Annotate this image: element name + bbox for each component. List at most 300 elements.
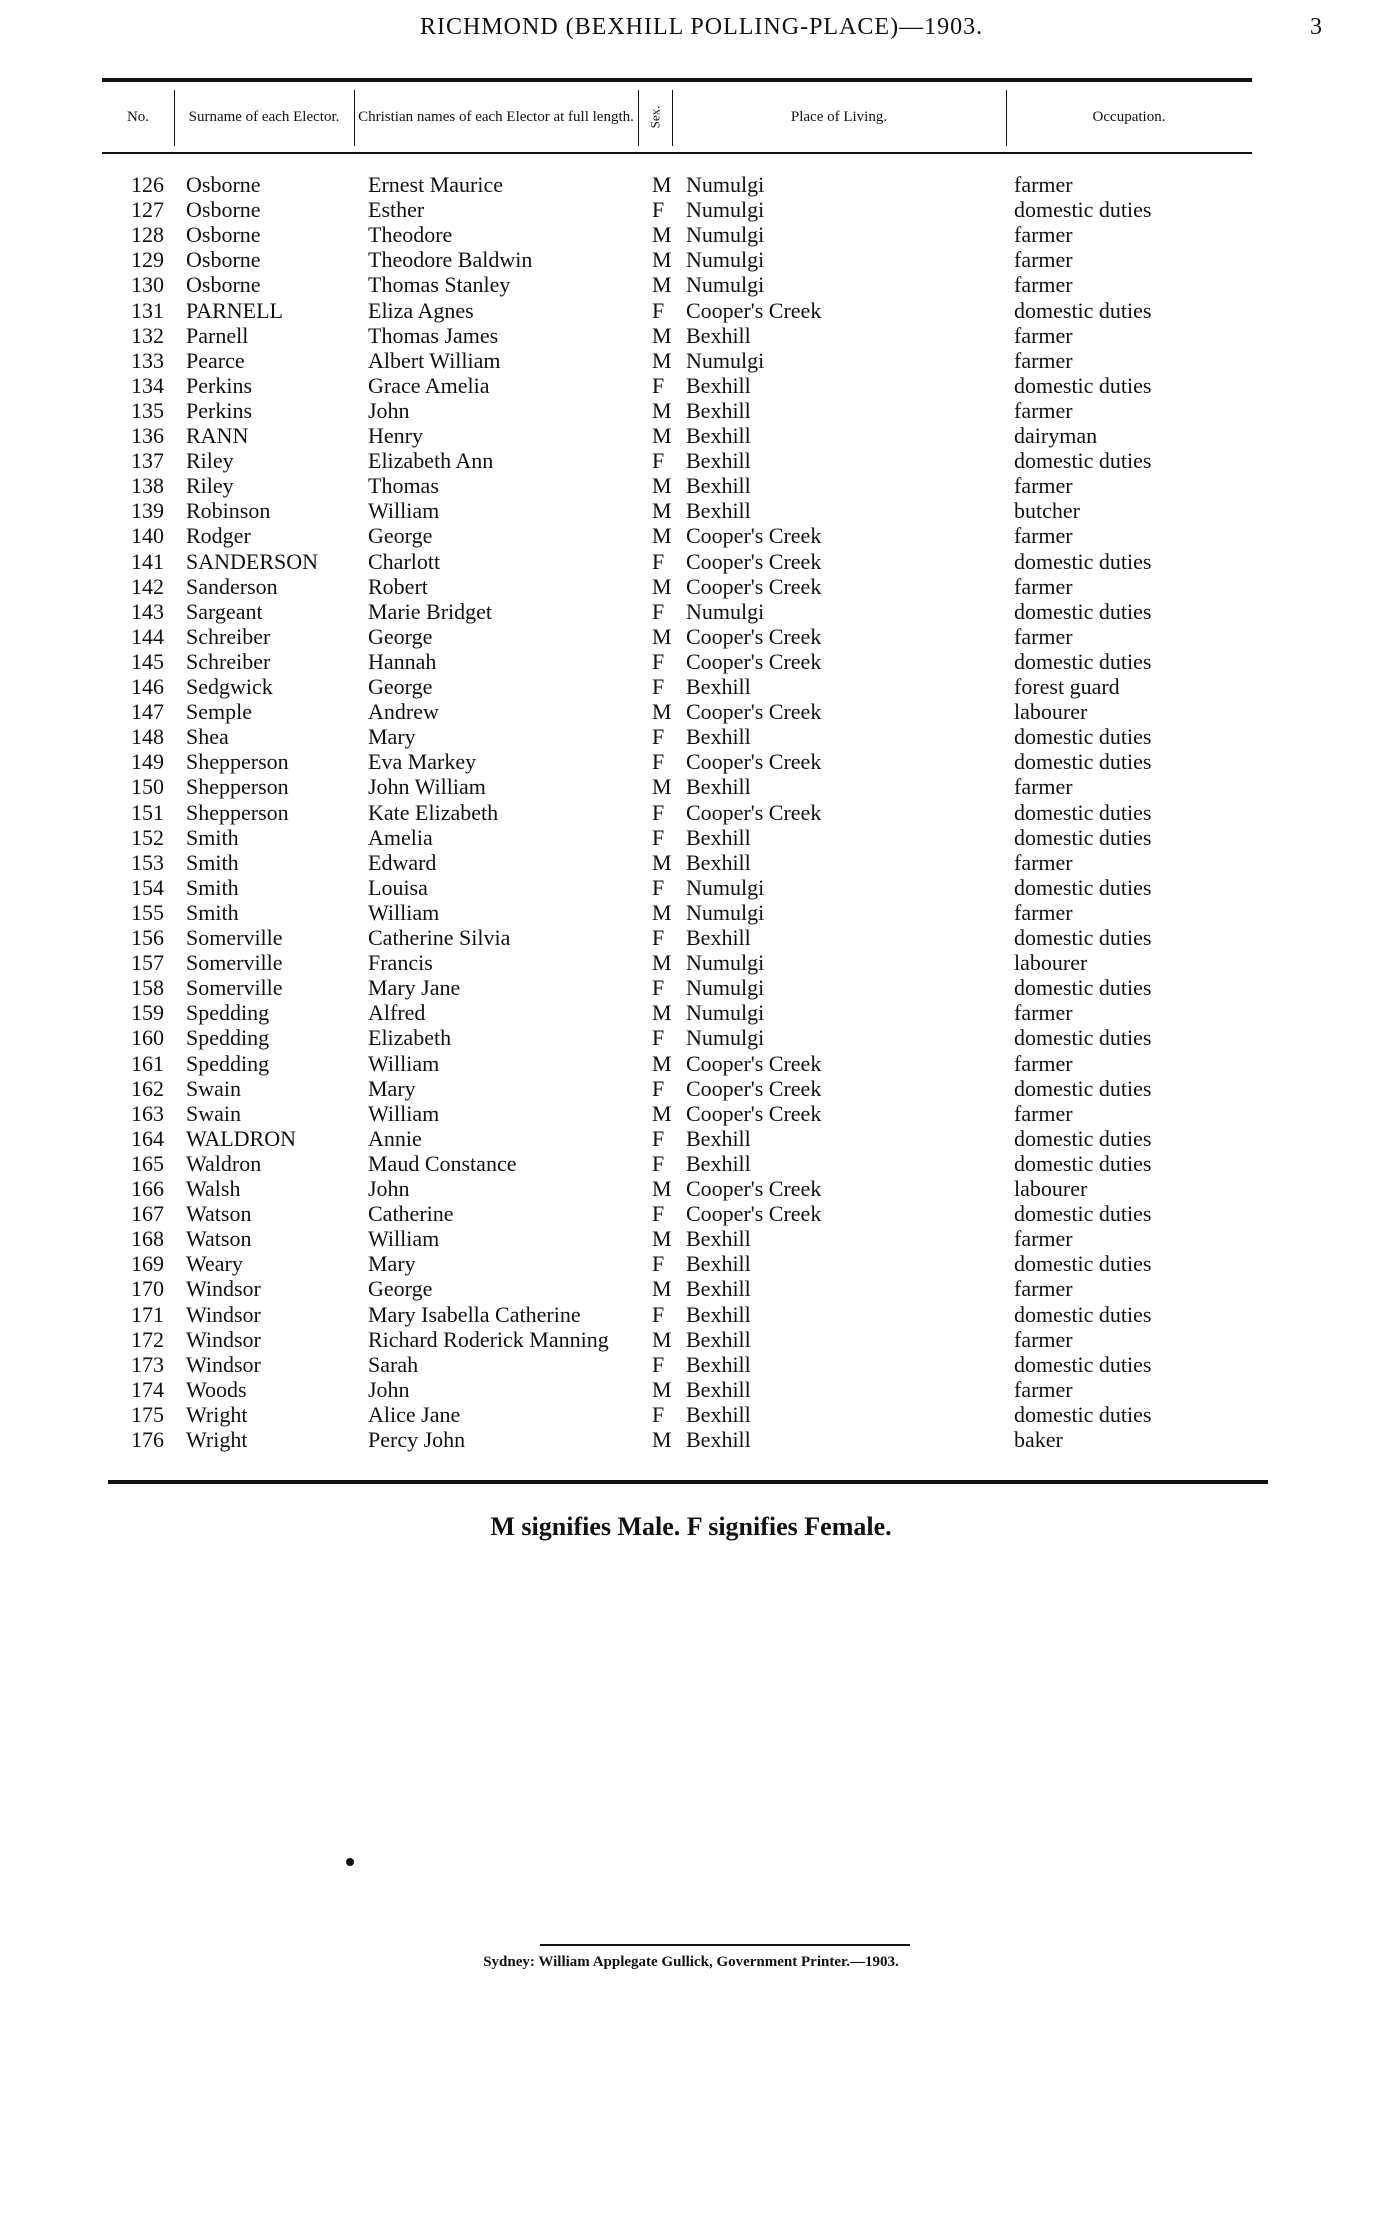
elector-christian-names: Mary Isabella Catherine [368,1301,581,1327]
table-row [0,197,1382,222]
elector-occupation: domestic duties [1014,1301,1152,1327]
table-row [0,1302,1382,1327]
elector-occupation: domestic duties [1014,925,1152,950]
elector-occupation: domestic duties [1014,297,1152,323]
elector-number: 171 [131,1301,164,1327]
elector-sex: M [652,423,672,448]
elector-place-of-living: Bexhill [686,724,751,750]
elector-surname: Riley [186,448,234,474]
elector-number: 155 [131,899,164,925]
elector-occupation: farmer [1014,222,1073,248]
elector-number: 129 [131,247,164,273]
elector-christian-names: Theodore [368,222,453,248]
elector-occupation: domestic duties [1014,1025,1152,1051]
page-number: 3 [1310,14,1322,40]
table-row [0,1352,1382,1377]
table-row [0,699,1382,724]
elector-christian-names: John William [368,774,486,800]
elector-place-of-living: Bexhill [686,1326,751,1352]
elector-surname: Rodger [186,523,251,549]
elector-place-of-living: Bexhill [686,849,751,875]
table-row [0,749,1382,774]
elector-sex: M [652,1427,672,1452]
elector-number: 151 [131,799,164,825]
table-row [0,1251,1382,1276]
elector-occupation: domestic duties [1014,1351,1152,1377]
elector-christian-names: Elizabeth Ann [368,448,494,474]
elector-christian-names: Catherine Silvia [368,925,511,950]
elector-sex: M [652,322,672,348]
elector-number: 148 [131,724,164,750]
elector-sex: F [652,674,665,699]
elector-occupation: domestic duties [1014,1125,1152,1151]
elector-occupation: domestic duties [1014,1251,1152,1277]
elector-sex: M [652,623,672,649]
elector-occupation: domestic duties [1014,749,1152,775]
elector-place-of-living: Bexhill [686,1226,751,1252]
elector-surname: Spedding [186,1000,270,1026]
elector-occupation: farmer [1014,1226,1073,1252]
elector-occupation: farmer [1014,473,1073,499]
elector-sex: M [652,1226,672,1252]
elector-occupation: domestic duties [1014,724,1152,750]
elector-number: 146 [131,674,164,699]
elector-sex: F [652,297,665,323]
elector-number: 167 [131,1201,164,1227]
table-row [0,1276,1382,1301]
elector-occupation: farmer [1014,774,1073,800]
table-row [0,298,1382,323]
elector-christian-names: Kate Elizabeth [368,799,499,825]
elector-occupation: farmer [1014,623,1073,649]
elector-sex: F [652,1025,665,1051]
elector-sex: M [652,523,672,549]
elector-surname: Sanderson [186,573,278,599]
elector-occupation: domestic duties [1014,648,1152,674]
elector-place-of-living: Bexhill [686,1301,751,1327]
elector-sex: M [652,1050,672,1076]
elector-place-of-living: Cooper's Creek [686,1075,822,1101]
elector-number: 133 [131,347,164,373]
elector-number: 170 [131,1276,164,1302]
elector-sex: M [652,347,672,373]
table-row [0,323,1382,348]
elector-sex: F [652,1301,665,1327]
elector-surname: Sargeant [186,598,263,624]
elector-surname: Smith [186,899,239,925]
elector-surname: Weary [186,1251,243,1277]
elector-occupation: farmer [1014,1050,1073,1076]
column-header-occupation: Occupation. [1092,109,1166,125]
elector-christian-names: George [368,1276,433,1302]
elector-surname: Spedding [186,1025,270,1051]
stray-ink-dot [346,1858,354,1866]
elector-place-of-living: Cooper's Creek [686,623,822,649]
sex-legend-footnote: M signifies Male. F signifies Female. [490,1512,892,1541]
elector-occupation: domestic duties [1014,1150,1152,1176]
elector-occupation: farmer [1014,322,1073,348]
elector-number: 144 [131,623,164,649]
elector-number: 132 [131,322,164,348]
elector-occupation: farmer [1014,247,1073,273]
elector-christian-names: John [368,397,410,423]
table-row [0,1427,1382,1452]
elector-christian-names: Henry [368,423,423,448]
elector-number: 159 [131,1000,164,1026]
table-row [0,398,1382,423]
elector-occupation: domestic duties [1014,197,1152,223]
elector-place-of-living: Bexhill [686,498,751,524]
table-row [0,1151,1382,1176]
elector-christian-names: Robert [368,573,428,599]
elector-surname: RANN [186,423,249,448]
elector-surname: Windsor [186,1351,261,1377]
elector-christian-names: Mary [368,724,416,750]
page-header [0,14,1382,54]
elector-sex: F [652,925,665,950]
elector-sex: M [652,950,672,976]
elector-christian-names: Hannah [368,648,437,674]
elector-occupation: dairyman [1014,423,1098,448]
elector-sex: M [652,699,672,725]
elector-place-of-living: Cooper's Creek [686,1100,822,1126]
elector-place-of-living: Numulgi [686,197,765,223]
table-row [0,448,1382,473]
table-row [0,423,1382,448]
elector-surname: Windsor [186,1326,261,1352]
elector-place-of-living: Cooper's Creek [686,523,822,549]
table-row [0,1051,1382,1076]
elector-occupation: domestic duties [1014,975,1152,1001]
elector-christian-names: Maud Constance [368,1150,517,1176]
elector-number: 126 [131,172,164,197]
elector-christian-names: Eliza Agnes [368,297,474,323]
elector-christian-names: Eva Markey [368,749,477,775]
elector-place-of-living: Bexhill [686,925,751,950]
elector-christian-names: Ernest Maurice [368,172,503,197]
elector-surname: Windsor [186,1276,261,1302]
elector-surname: Watson [186,1226,252,1252]
elector-sex: M [652,247,672,273]
elector-sex: F [652,1150,665,1176]
table-row [0,800,1382,825]
elector-number: 141 [131,548,164,574]
elector-sex: M [652,1326,672,1352]
elector-place-of-living: Cooper's Creek [686,749,822,775]
elector-place-of-living: Numulgi [686,899,765,925]
elector-occupation: farmer [1014,849,1073,875]
elector-sex: M [652,222,672,248]
elector-surname: SANDERSON [186,548,319,574]
elector-surname: Riley [186,473,234,499]
table-row [0,1000,1382,1025]
table-row [0,1126,1382,1151]
elector-occupation: domestic duties [1014,448,1152,474]
elector-christian-names: William [368,899,440,925]
elector-surname: Woods [186,1376,247,1402]
printer-rule [540,1944,910,1946]
elector-sex: M [652,172,672,197]
elector-christian-names: Edward [368,849,437,875]
elector-occupation: farmer [1014,1326,1073,1352]
elector-number: 135 [131,397,164,423]
elector-surname: Walsh [186,1176,241,1201]
elector-sex: M [652,1000,672,1026]
elector-christian-names: Sarah [368,1351,419,1377]
elector-sex: F [652,1401,665,1427]
elector-sex: F [652,724,665,750]
elector-number: 161 [131,1050,164,1076]
elector-christian-names: Theodore Baldwin [368,247,533,273]
elector-occupation: domestic duties [1014,799,1152,825]
elector-number: 164 [131,1125,164,1151]
elector-place-of-living: Bexhill [686,1150,751,1176]
elector-christian-names: Alfred [368,1000,426,1026]
column-header-no: No. [126,109,150,125]
table-row [0,473,1382,498]
elector-occupation: farmer [1014,347,1073,373]
elector-christian-names: Amelia [368,824,433,850]
elector-number: 130 [131,272,164,298]
elector-sex: M [652,774,672,800]
table-row [0,1101,1382,1126]
elector-place-of-living: Numulgi [686,950,765,976]
elector-sex: M [652,272,672,298]
elector-surname: Osborne [186,197,261,223]
elector-sex: F [652,372,665,398]
elector-sex: M [652,899,672,925]
table-row [0,975,1382,1000]
elector-place-of-living: Bexhill [686,372,751,398]
elector-occupation: farmer [1014,523,1073,549]
elector-surname: Osborne [186,272,261,298]
elector-occupation: farmer [1014,573,1073,599]
elector-christian-names: George [368,523,433,549]
elector-place-of-living: Numulgi [686,172,765,197]
table-row [0,574,1382,599]
elector-occupation: farmer [1014,1376,1073,1402]
table-row [0,172,1382,197]
elector-place-of-living: Cooper's Creek [686,799,822,825]
elector-christian-names: Charlott [368,548,441,574]
elector-place-of-living: Numulgi [686,874,765,900]
table-row [0,624,1382,649]
elector-place-of-living: Cooper's Creek [686,548,822,574]
elector-number: 162 [131,1075,164,1101]
elector-christian-names: Albert William [368,347,501,373]
elector-sex: F [652,548,665,574]
elector-place-of-living: Bexhill [686,397,751,423]
elector-christian-names: William [368,498,440,524]
elector-christian-names: Grace Amelia [368,372,490,398]
elector-christian-names: Thomas Stanley [368,272,511,298]
elector-number: 176 [131,1427,164,1452]
elector-sex: F [652,824,665,850]
elector-place-of-living: Numulgi [686,975,765,1001]
table-bottom-rule [108,1480,1268,1484]
elector-number: 127 [131,197,164,223]
elector-number: 137 [131,448,164,474]
elector-occupation: labourer [1014,1176,1088,1201]
table-row [0,272,1382,297]
elector-occupation: domestic duties [1014,598,1152,624]
elector-occupation: domestic duties [1014,372,1152,398]
elector-surname: WALDRON [186,1125,296,1151]
elector-christian-names: William [368,1050,440,1076]
elector-surname: PARNELL [186,297,283,323]
table-row [0,599,1382,624]
elector-sex: M [652,498,672,524]
table-row [0,498,1382,523]
elector-occupation: domestic duties [1014,874,1152,900]
elector-occupation: farmer [1014,272,1073,298]
elector-place-of-living: Bexhill [686,1376,751,1402]
elector-sex: M [652,849,672,875]
elector-number: 169 [131,1251,164,1277]
elector-place-of-living: Numulgi [686,1025,765,1051]
elector-sex: M [652,1376,672,1402]
table-row [0,1176,1382,1201]
elector-number: 157 [131,950,164,976]
elector-number: 152 [131,824,164,850]
elector-christian-names: Mary Jane [368,975,461,1001]
elector-christian-names: George [368,674,433,699]
elector-place-of-living: Bexhill [686,448,751,474]
table-row [0,1327,1382,1352]
elector-christian-names: Percy John [368,1427,466,1452]
elector-occupation: farmer [1014,172,1073,197]
elector-surname: Windsor [186,1301,261,1327]
elector-sex: F [652,1125,665,1151]
elector-place-of-living: Bexhill [686,824,751,850]
elector-number: 136 [131,423,164,448]
elector-christian-names: Elizabeth [368,1025,452,1051]
elector-number: 165 [131,1150,164,1176]
elector-place-of-living: Bexhill [686,674,751,699]
elector-occupation: farmer [1014,397,1073,423]
table-row [0,674,1382,699]
table-row [0,1377,1382,1402]
elector-place-of-living: Bexhill [686,1427,751,1452]
elector-sex: F [652,749,665,775]
elector-number: 138 [131,473,164,499]
elector-sex: M [652,573,672,599]
elector-occupation: domestic duties [1014,1075,1152,1101]
elector-sex: F [652,874,665,900]
elector-surname: Robinson [186,498,271,524]
elector-number: 163 [131,1100,164,1126]
elector-sex: M [652,397,672,423]
elector-number: 142 [131,573,164,599]
elector-christian-names: Thomas [368,473,439,499]
elector-place-of-living: Bexhill [686,473,751,499]
elector-surname: Schreiber [186,648,271,674]
elector-christian-names: William [368,1100,440,1126]
elector-number: 158 [131,975,164,1001]
elector-christian-names: Andrew [368,699,439,725]
elector-surname: Wright [186,1401,248,1427]
elector-place-of-living: Cooper's Creek [686,297,822,323]
table-row [0,1025,1382,1050]
elector-occupation: labourer [1014,699,1088,725]
elector-sex: M [652,1176,672,1201]
elector-surname: Sedgwick [186,674,273,699]
elector-number: 149 [131,749,164,775]
elector-surname: Wright [186,1427,248,1452]
elector-occupation: domestic duties [1014,548,1152,574]
table-row [0,373,1382,398]
elector-number: 168 [131,1226,164,1252]
elector-christian-names: Annie [368,1125,422,1151]
elector-surname: Waldron [186,1150,262,1176]
elector-christian-names: William [368,1226,440,1252]
elector-christian-names: Alice Jane [368,1401,461,1427]
elector-place-of-living: Numulgi [686,598,765,624]
elector-place-of-living: Bexhill [686,1251,751,1277]
elector-surname: Shepperson [186,774,289,800]
elector-number: 128 [131,222,164,248]
table-row [0,875,1382,900]
table-row [0,523,1382,548]
elector-sex: F [652,1351,665,1377]
elector-surname: Pearce [186,347,245,373]
elector-surname: Osborne [186,172,261,197]
elector-number: 154 [131,874,164,900]
elector-christian-names: Mary [368,1251,416,1277]
elector-occupation: domestic duties [1014,824,1152,850]
elector-surname: Spedding [186,1050,270,1076]
table-row [0,925,1382,950]
elector-number: 140 [131,523,164,549]
elector-place-of-living: Numulgi [686,1000,765,1026]
elector-surname: Shea [186,724,229,750]
column-header-surname: Surname of each Elector. [188,109,340,125]
elector-surname: Shepperson [186,799,289,825]
elector-surname: Somerville [186,925,283,950]
elector-place-of-living: Numulgi [686,247,765,273]
elector-number: 139 [131,498,164,524]
elector-place-of-living: Numulgi [686,222,765,248]
elector-sex: F [652,799,665,825]
elector-place-of-living: Bexhill [686,774,751,800]
elector-number: 145 [131,648,164,674]
elector-sex: M [652,1276,672,1302]
elector-christian-names: Louisa [368,874,428,900]
table-row [0,1226,1382,1251]
elector-occupation: farmer [1014,899,1073,925]
elector-occupation: forest guard [1014,674,1120,699]
elector-surname: Semple [186,699,252,725]
elector-place-of-living: Bexhill [686,1401,751,1427]
elector-occupation: labourer [1014,950,1088,976]
elector-occupation: farmer [1014,1276,1073,1302]
elector-sex: M [652,1100,672,1126]
table-row [0,825,1382,850]
elector-occupation: domestic duties [1014,1201,1152,1227]
column-header-place: Place of Living. [790,109,888,125]
elector-place-of-living: Bexhill [686,1351,751,1377]
elector-place-of-living: Bexhill [686,322,751,348]
elector-christian-names: John [368,1176,410,1201]
elector-number: 175 [131,1401,164,1427]
elector-surname: Schreiber [186,623,271,649]
table-header [102,78,1252,154]
table-row [0,222,1382,247]
elector-place-of-living: Cooper's Creek [686,699,822,725]
elector-place-of-living: Cooper's Creek [686,1201,822,1227]
elector-place-of-living: Bexhill [686,1276,751,1302]
elector-occupation: baker [1014,1427,1063,1452]
